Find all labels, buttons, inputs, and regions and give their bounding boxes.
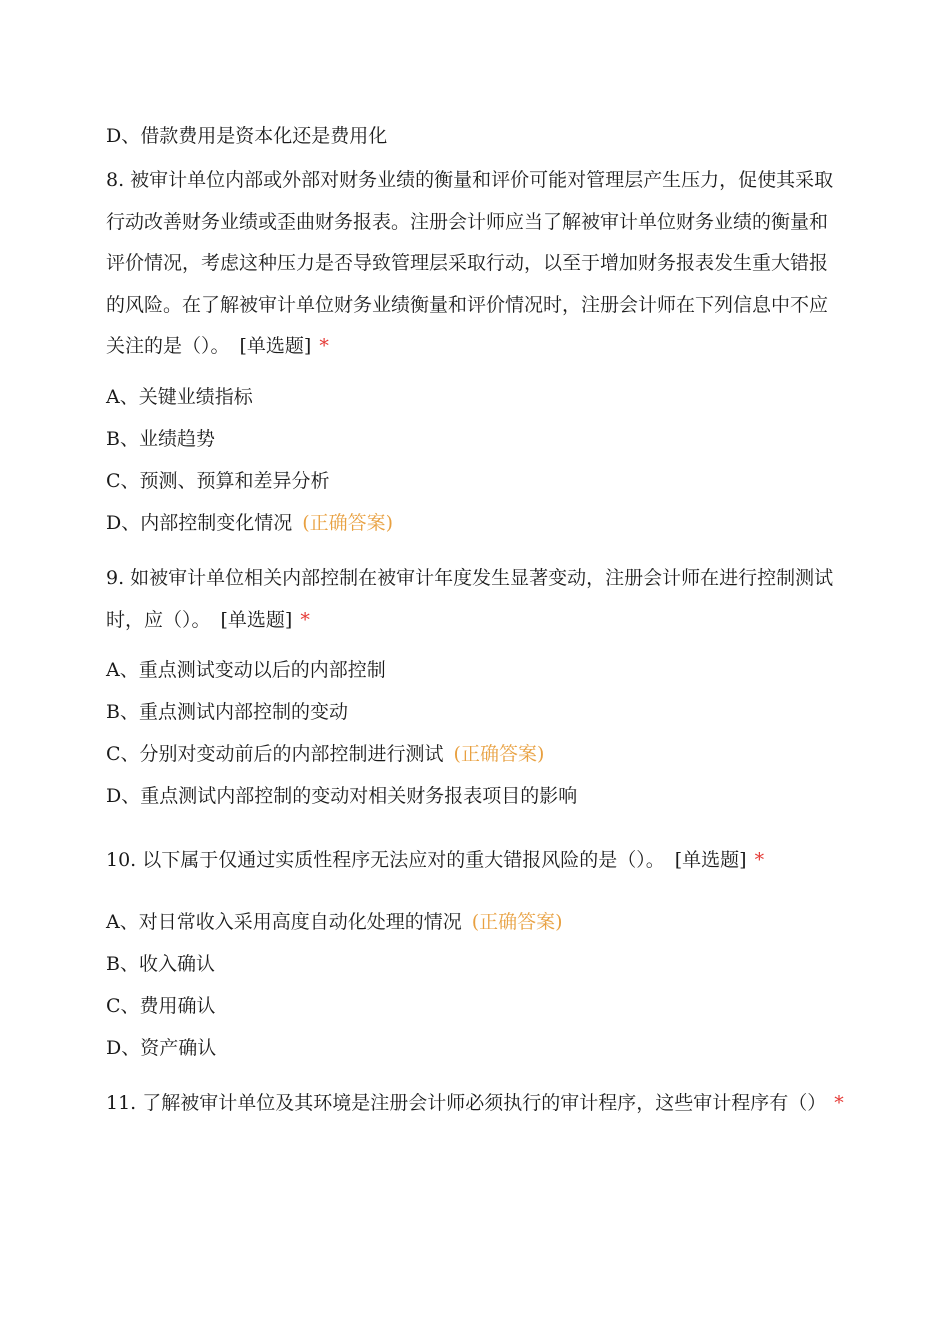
q8-question: [106, 160, 846, 368]
q8-text: 8. 被审计单位内部或外部对财务业绩的衡量和评价可能对管理层产生压力，促使其采取行动改善财务业绩或歪曲财务报表。注册会计师应当了解被审计单位财务业绩的衡量和评价情况，考虑这种压力是否导致管理层采取行动，以至于增加财务报表发生重大错报的风险。在了解被审计单位财务业绩衡量和评价情况时，注册会计师在下列信息中不应关注的是（）。: [106, 169, 834, 357]
q11-text: 11. 了解被审计单位及其环境是注册会计师必须执行的审计程序，这些审计程序有（）: [106, 1092, 827, 1114]
q9-type-tag: [单选题]: [220, 608, 293, 631]
q10-option-c[interactable]: C、费用确认: [106, 995, 216, 1017]
q10-type-tag: [单选题]: [674, 849, 747, 871]
q10-required-mark: *: [754, 849, 765, 871]
q7-option-d[interactable]: D、借款费用是资本化还是费用化: [106, 125, 388, 147]
q9-correct-answer-tag: (正确答案): [453, 743, 545, 765]
q9-question: [106, 558, 846, 641]
q8-option-a[interactable]: A、关键业绩指标: [106, 386, 253, 408]
q9-required-mark: *: [300, 608, 310, 631]
q11-question: [106, 1083, 846, 1125]
q8-option-d[interactable]: D、内部控制变化情况 (正确答案): [106, 512, 394, 534]
q9-text: 9. 如被审计单位相关内部控制在被审计年度发生显著变动，注册会计师在进行控制测试时，应（）。: [106, 567, 834, 631]
q8-required-mark: *: [319, 335, 329, 357]
q8-type-tag: [单选题]: [239, 335, 312, 357]
q9-option-b[interactable]: B、重点测试内部控制的变动: [106, 701, 348, 723]
q9-option-d[interactable]: D、重点测试内部控制的变动对相关财务报表项目的影响: [106, 785, 578, 807]
q11-required-mark: *: [834, 1092, 844, 1114]
q9-option-a[interactable]: A、重点测试变动以后的内部控制: [106, 659, 386, 681]
q10-correct-answer-tag: (正确答案): [471, 911, 563, 933]
q10-option-d[interactable]: D、资产确认: [106, 1037, 217, 1059]
q9-option-c[interactable]: C、分别对变动前后的内部控制进行测试 (正确答案): [106, 743, 545, 765]
q8-option-b[interactable]: B、业绩趋势: [106, 428, 215, 450]
q10-question: [106, 848, 764, 872]
q8-correct-answer-tag: (正确答案): [302, 512, 394, 534]
q8-option-c[interactable]: C、预测、预算和差异分析: [106, 470, 330, 492]
q10-option-b[interactable]: B、收入确认: [106, 953, 215, 975]
q10-option-a[interactable]: A、对日常收入采用高度自动化处理的情况 (正确答案): [106, 911, 563, 933]
q10-text: 10. 以下属于仅通过实质性程序无法应对的重大错报风险的是（）。: [106, 849, 665, 871]
